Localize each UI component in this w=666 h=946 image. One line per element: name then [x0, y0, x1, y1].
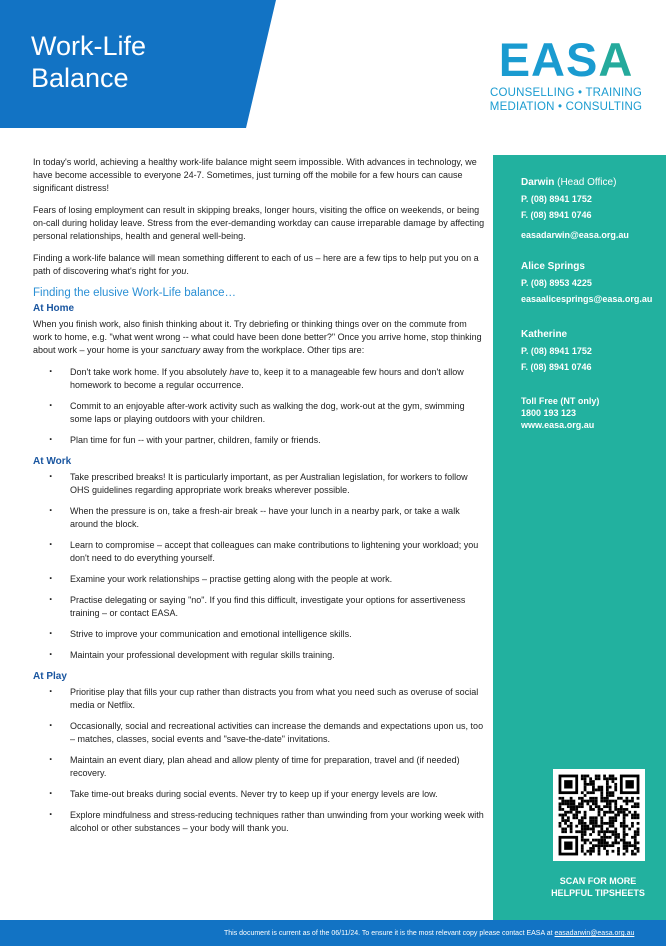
- title-line-2: Balance: [31, 63, 129, 93]
- list-item: · Maintain an event diary, plan ahead and allow plenty of time for preparation, travel and (if needed) recovery.: [33, 754, 488, 780]
- darwin-fax: F. (08) 8941 0746: [521, 210, 592, 220]
- darwin-contact: [521, 175, 629, 243]
- website-link[interactable]: www.easa.org.au: [521, 420, 595, 430]
- at-play-tips: [33, 686, 488, 835]
- alice-springs-phone: P. (08) 8953 4225: [521, 278, 592, 288]
- list-item: · Plan time for fun -- with your partner, children, family or friends.: [33, 434, 488, 447]
- katherine-heading: Katherine: [521, 329, 568, 340]
- alice-springs-contact: [521, 259, 652, 307]
- main-content: [33, 156, 488, 843]
- list-item: · When the pressure is on, take a fresh-air break -- have your lunch in a nearby park, or take a walk around the block.: [33, 505, 488, 531]
- intro-paragraph-1: In today's world, achieving a healthy work-life balance might seem impossible. With advances in technology, we have become accessible to everyone 24-7. Sometimes, just turning off the mobile for a few hours can cause significant distress!: [33, 157, 477, 193]
- list-item: · Don't take work home. If you absolutely have to, keep it to a manageable few hours and don't allow homework to become a regular occurrence.: [33, 366, 488, 392]
- tollfree-label: Toll Free (NT only): [521, 396, 600, 406]
- easa-logo: [486, 34, 646, 114]
- contact-sidebar: [493, 155, 666, 920]
- title-line-1: Work-Life: [31, 31, 147, 61]
- footer: [0, 920, 666, 946]
- list-item: · Maintain your professional development with regular skills training.: [33, 649, 488, 662]
- list-item: · Occasionally, social and recreational activities can increase the demands and expectations upon us, too – matches, classes, social events and "save-the-date" invitations.: [33, 720, 488, 746]
- list-item: · Prioritise play that fills your cup rather than distracts you from what you need such as overuse of social media or Netflix.: [33, 686, 488, 712]
- footer-email-link[interactable]: easadarwin@easa.org.au: [554, 930, 635, 937]
- list-item: · Strive to improve your communication and emotional intelligence skills.: [33, 628, 488, 641]
- logo-wordmark: EASA: [498, 33, 634, 86]
- darwin-heading: Darwin: [521, 177, 555, 188]
- list-item: · Take prescribed breaks! It is particularly important, as per Australian legislation, for workers to follow OHS guidelines regarding appropriate work breaks wherever possible.: [33, 471, 488, 497]
- list-item: · Practise delegating or saying "no". If you find this difficult, investigate your options for assertiveness training – or contact EASA.: [33, 594, 488, 620]
- tollfree-contact: [521, 395, 599, 431]
- logo-tagline-1: COUNSELLING • TRAINING: [490, 87, 642, 99]
- alice-springs-email[interactable]: easaalicesprings@easa.org.au: [521, 294, 653, 304]
- katherine-phone: P. (08) 8941 1752: [521, 346, 592, 356]
- at-home-paragraph: When you finish work, also finish thinking about it. Try debriefing or thinking things over on the commute from work to home, e.g. "what went wrong -- what could have been done better?" Once you arrive home, stop thinking about work – your home is your sanctuary away from the workplace. Other tips are:: [33, 319, 482, 355]
- section-title: Finding the elusive Work-Life balance…: [33, 287, 237, 299]
- logo-tagline-2: MEDIATION • CONSULTING: [489, 101, 643, 113]
- tollfree-number: 1800 193 123: [521, 408, 577, 418]
- alice-springs-heading: Alice Springs: [521, 261, 585, 272]
- katherine-contact: [521, 327, 592, 375]
- darwin-phone: P. (08) 8941 1752: [521, 194, 592, 204]
- qr-caption: SCAN FOR MORE HELPFUL TIPSHEETS: [551, 876, 645, 898]
- at-work-heading: At Work: [33, 456, 72, 467]
- list-item: · Explore mindfulness and stress-reducing techniques rather than unwinding from your working week with alcohol or other substances – your body will thank you.: [33, 809, 488, 835]
- at-home-heading: At Home: [33, 303, 75, 314]
- darwin-email[interactable]: easadarwin@easa.org.au: [521, 230, 629, 240]
- intro-paragraph-2: Fears of losing employment can result in skipping breaks, longer hours, visiting the office on weekends, or being on-call during holiday leave. Stress from the ever-demanding workday can cause irreparable damage by affecting personal relationships, health and general well-being.: [33, 205, 485, 241]
- intro-paragraph-3: Finding a work-life balance will mean something different to each of us – here are a few tips to help put you on a path of discovering what's right for you.: [33, 253, 479, 276]
- list-item: · Commit to an enjoyable after-work activity such as walking the dog, work-out at the gym, swimming some laps or playing outdoors with your children.: [33, 400, 488, 426]
- list-item: · Take time-out breaks during social events. Never try to keep up if your energy levels are low.: [33, 788, 488, 801]
- list-item: · Examine your work relationships – practise getting along with the people at work.: [33, 573, 488, 586]
- darwin-note: (Head Office): [557, 177, 617, 188]
- list-item: · Learn to compromise – accept that colleagues can make contributions to lightening your workload; you don't need to do everything yourself.: [33, 539, 488, 565]
- qr-code-icon: [553, 769, 645, 861]
- page-title: [31, 30, 146, 94]
- qr-code[interactable]: [553, 769, 645, 861]
- footer-text: This document is current as of the 06/11/24. To ensure it is the most relevant copy please contact EASA at easadarwin@easa.org.au: [224, 930, 635, 937]
- at-work-tips: [33, 471, 488, 662]
- at-home-tips: [33, 366, 488, 447]
- at-play-heading: At Play: [33, 671, 67, 682]
- katherine-fax: F. (08) 8941 0746: [521, 362, 592, 372]
- title-banner: [0, 0, 246, 128]
